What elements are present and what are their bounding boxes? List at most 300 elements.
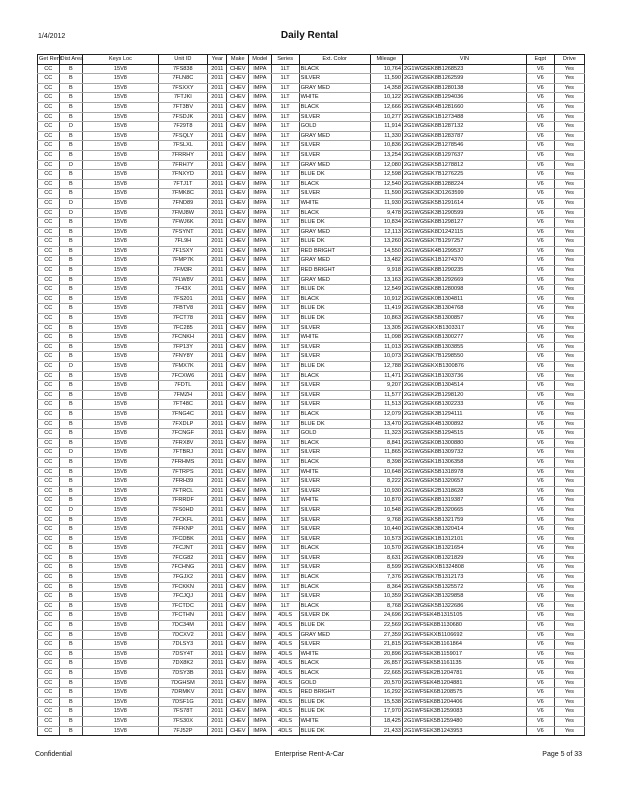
table-cell: 2G1WG5EK5B1322686 [402,601,526,611]
table-cell: 2011 [208,515,227,525]
table-cell: V6 [526,112,554,122]
table-cell: Yes [554,218,584,228]
table-cell: D [59,160,83,170]
table-cell: 1LT [271,198,299,208]
table-cell: 2011 [208,112,227,122]
table-cell: IMPA [249,189,272,199]
table-cell: 11,590 [370,74,402,84]
table-cell: IMPA [249,582,272,592]
table-cell: B [59,64,83,74]
table-cell: 2011 [208,83,227,93]
table-cell: 2G1WG5EK8B1294036 [402,93,526,103]
table-cell: 1LT [271,419,299,429]
table-cell: 7FS838 [158,64,208,74]
table-cell: CC [38,678,60,688]
table-cell: IMPA [249,160,272,170]
table-cell: 15V8 [83,640,158,650]
table-cell: Yes [554,429,584,439]
table-cell: 15V8 [83,246,158,256]
table-cell: CC [38,227,60,237]
table-cell: CC [38,160,60,170]
table-cell: 7FS0HD [158,505,208,515]
table-cell: 7DX8K2 [158,659,208,669]
table-cell: CC [38,122,60,132]
table-cell: 15V8 [83,93,158,103]
table-cell: CHEV [227,256,249,266]
table-cell: 7FS78T [158,707,208,717]
table-cell: 1LT [271,371,299,381]
table-cell: 15V8 [83,592,158,602]
table-cell: 2G1WG5EK4B1300892 [402,419,526,429]
table-cell: CHEV [227,83,249,93]
table-cell: CHEV [227,170,249,180]
table-row [38,553,585,563]
table-cell: 2G1WG5EK6B1302233 [402,400,526,410]
table-cell: CHEV [227,649,249,659]
table-row [38,515,585,525]
table-cell: 7DGHSM [158,678,208,688]
table-row [38,371,585,381]
table-cell: IMPA [249,275,272,285]
table-cell: B [59,409,83,419]
table-cell: 4DLS [271,649,299,659]
table-cell: V6 [526,419,554,429]
table-cell: 12,113 [370,227,402,237]
table-cell: 1LT [271,409,299,419]
table-cell: CC [38,64,60,74]
table-cell: 7FWJ6K [158,218,208,228]
table-cell: 2G1WG5EK7B1297257 [402,237,526,247]
table-cell: Yes [554,553,584,563]
table-cell: CC [38,630,60,640]
table-cell: 2011 [208,716,227,726]
table-cell: 7FMZH [158,390,208,400]
table-cell: CHEV [227,285,249,295]
table-cell: 1LT [271,333,299,343]
table-cell: 15V8 [83,150,158,160]
table-cell: 2011 [208,198,227,208]
column-header: Eqpt [526,55,554,65]
table-cell: 1LT [271,141,299,151]
table-row [38,102,585,112]
table-cell: CC [38,150,60,160]
table-cell: 2G1WF5EK6B1208575 [402,688,526,698]
table-cell: 2G1WG5EK8B1280138 [402,83,526,93]
table-cell: V6 [526,102,554,112]
table-row [38,678,585,688]
table-cell: 15V8 [83,525,158,535]
table-row [38,649,585,659]
table-cell: 1LT [271,582,299,592]
table-cell: Yes [554,438,584,448]
table-cell: BLUE DK [299,726,370,736]
table-cell: CHEV [227,112,249,122]
table-cell: CC [38,438,60,448]
table-cell: 15V8 [83,342,158,352]
table-cell: IMPA [249,141,272,151]
table-cell: V6 [526,553,554,563]
table-cell: 2G1WF5EK8B1130680 [402,621,526,631]
table-cell: Yes [554,659,584,669]
table-cell: BLACK [299,669,370,679]
table-cell: 15V8 [83,189,158,199]
table-cell: 7FSYNT [158,227,208,237]
table-cell: CHEV [227,688,249,698]
table-cell: B [59,400,83,410]
table-cell: 15V8 [83,659,158,669]
table-cell: 10,277 [370,112,402,122]
table-cell: V6 [526,573,554,583]
table-cell: 15V8 [83,678,158,688]
table-cell: IMPA [249,381,272,391]
table-cell: 7FP13Y [158,342,208,352]
table-cell: 2011 [208,505,227,515]
table-cell: B [59,381,83,391]
column-header: Series [271,55,299,65]
table-cell: Yes [554,150,584,160]
table-cell: 15V8 [83,74,158,84]
table-cell: B [59,688,83,698]
table-cell: 1LT [271,544,299,554]
rental-table [37,54,585,736]
table-cell: 7FGJX2 [158,573,208,583]
table-cell: WHITE [299,467,370,477]
table-cell: V6 [526,592,554,602]
table-cell: Yes [554,477,584,487]
table-cell: BLACK [299,438,370,448]
table-cell: 21,433 [370,726,402,736]
table-cell: V6 [526,448,554,458]
table-cell: CC [38,486,60,496]
table-cell: V6 [526,390,554,400]
table-cell: CHEV [227,131,249,141]
table-row [38,419,585,429]
table-cell: IMPA [249,669,272,679]
table-cell: CHEV [227,227,249,237]
column-header: Get Rent [38,55,60,65]
table-cell: 20,896 [370,649,402,659]
table-cell: B [59,438,83,448]
column-header: Drive [554,55,584,65]
table-cell: V6 [526,285,554,295]
table-cell: 1LT [271,179,299,189]
table-cell: BLUE DK [299,419,370,429]
table-cell: 15V8 [83,630,158,640]
table-cell: 15V8 [83,352,158,362]
table-cell: V6 [526,601,554,611]
table-cell: Yes [554,601,584,611]
table-row [38,467,585,477]
table-cell: 10,863 [370,314,402,324]
table-cell: SILVER [299,592,370,602]
table-cell: CC [38,525,60,535]
table-cell: CHEV [227,457,249,467]
table-cell: 2011 [208,179,227,189]
table-cell: 2G1WG5EK8B1303855 [402,342,526,352]
table-cell: 2G1WG5EK8B1298127 [402,218,526,228]
table-cell: CC [38,246,60,256]
table-cell: V6 [526,371,554,381]
table-cell: 7FMP7K [158,256,208,266]
column-header: Model [249,55,272,65]
table-cell: CC [38,256,60,266]
table-cell: 7FTBRJ [158,448,208,458]
table-cell: SILVER [299,189,370,199]
table-cell: WHITE [299,496,370,506]
table-cell: SILVER [299,515,370,525]
table-cell: CHEV [227,515,249,525]
table-row [38,362,585,372]
table-cell: CC [38,457,60,467]
table-cell: CC [38,429,60,439]
table-row [38,457,585,467]
table-cell: 12,666 [370,102,402,112]
table-cell: B [59,189,83,199]
table-cell: 2G1WG5EK0B1321829 [402,553,526,563]
table-cell: 2011 [208,208,227,218]
table-cell: 2011 [208,150,227,160]
table-cell: SILVER [299,477,370,487]
table-cell: D [59,198,83,208]
table-row [38,640,585,650]
table-cell: CHEV [227,93,249,103]
table-cell: CHEV [227,64,249,74]
table-cell: BLUE DK [299,314,370,324]
table-cell: 15V8 [83,409,158,419]
table-row [38,333,585,343]
table-cell: 2011 [208,486,227,496]
table-header-row [38,55,585,65]
table-cell: 7FCNKH [158,333,208,343]
table-cell: V6 [526,477,554,487]
table-cell: Yes [554,390,584,400]
table-cell: 2011 [208,74,227,84]
table-cell: B [59,496,83,506]
table-cell: IMPA [249,218,272,228]
table-cell: 2011 [208,649,227,659]
table-cell: 2011 [208,333,227,343]
table-cell: Yes [554,112,584,122]
table-cell: BLACK [299,371,370,381]
footer-confidential: Confidential [35,751,72,758]
table-cell: B [59,707,83,717]
table-cell: V6 [526,342,554,352]
table-cell: CHEV [227,448,249,458]
table-cell: 2011 [208,170,227,180]
table-cell: B [59,141,83,151]
table-cell: B [59,669,83,679]
table-cell: V6 [526,563,554,573]
table-cell: BLACK [299,102,370,112]
table-cell: CC [38,688,60,698]
table-cell: CHEV [227,640,249,650]
table-cell: CHEV [227,160,249,170]
table-cell: IMPA [249,649,272,659]
table-cell: IMPA [249,457,272,467]
table-cell: 11,323 [370,429,402,439]
table-row [38,131,585,141]
table-cell: V6 [526,678,554,688]
table-cell: 18,425 [370,716,402,726]
table-cell: 2G1WG5EK8B1288224 [402,179,526,189]
table-cell: 1LT [271,486,299,496]
table-cell: V6 [526,630,554,640]
table-cell: IMPA [249,112,272,122]
table-cell: 2G1WG5EK8B1283787 [402,131,526,141]
table-cell: CHEV [227,611,249,621]
table-cell: 2011 [208,218,227,228]
table-cell: Yes [554,189,584,199]
table-cell: B [59,640,83,650]
table-cell: 1LT [271,525,299,535]
table-row [38,246,585,256]
table-cell: B [59,227,83,237]
table-cell: 2011 [208,707,227,717]
table-cell: 15V8 [83,726,158,736]
table-cell: B [59,601,83,611]
table-cell: B [59,93,83,103]
table-cell: B [59,237,83,247]
table-cell: CC [38,141,60,151]
table-cell: CC [38,611,60,621]
table-cell: 11,914 [370,122,402,132]
table-cell: 15V8 [83,285,158,295]
table-cell: CHEV [227,208,249,218]
table-cell: V6 [526,150,554,160]
table-cell: 15V8 [83,227,158,237]
table-cell: 7FTRCL [158,486,208,496]
table-cell: Yes [554,131,584,141]
table-cell: 2011 [208,64,227,74]
table-cell: 7FCXW6 [158,371,208,381]
table-cell: IMPA [249,323,272,333]
table-cell: Yes [554,227,584,237]
column-header: Mileage [370,55,402,65]
table-cell: GRAY MED [299,131,370,141]
table-cell: CHEV [227,707,249,717]
table-cell: CHEV [227,573,249,583]
table-cell: SILVER [299,563,370,573]
table-cell: V6 [526,122,554,132]
table-cell: 8,768 [370,601,402,611]
table-cell: B [59,486,83,496]
table-cell: 1LT [271,189,299,199]
table-cell: 15V8 [83,438,158,448]
table-cell: 7FC285 [158,323,208,333]
table-cell: CC [38,477,60,487]
column-header: Unit ID [158,55,208,65]
table-cell: IMPA [249,314,272,324]
table-cell: 2G1WG5EK8B1268523 [402,64,526,74]
table-cell: 1LT [271,496,299,506]
table-cell: B [59,467,83,477]
table-cell: 9,918 [370,266,402,276]
table-cell: WHITE [299,93,370,103]
table-row [38,218,585,228]
table-cell: SILVER [299,74,370,84]
table-cell: Yes [554,534,584,544]
table-cell: Yes [554,304,584,314]
table-cell: Yes [554,563,584,573]
table-cell: 4DLS [271,630,299,640]
table-cell: 8,364 [370,582,402,592]
table-cell: Yes [554,419,584,429]
table-cell: 7FSXXY [158,83,208,93]
table-cell: B [59,582,83,592]
table-cell: IMPA [249,726,272,736]
table-cell: SILVER [299,400,370,410]
table-cell: B [59,371,83,381]
table-cell: B [59,726,83,736]
table-cell: 26,857 [370,659,402,669]
table-cell: 13,305 [370,323,402,333]
table-cell: 2011 [208,314,227,324]
table-cell: 2011 [208,544,227,554]
table-cell: Yes [554,716,584,726]
table-cell: 2011 [208,592,227,602]
table-cell: IMPA [249,544,272,554]
table-cell: 4DLS [271,678,299,688]
table-cell: 2011 [208,621,227,631]
table-cell: BLUE DK [299,621,370,631]
table-cell: 7FCG82 [158,553,208,563]
table-cell: 4DLS [271,716,299,726]
table-cell: B [59,314,83,324]
table-cell: B [59,333,83,343]
table-cell: IMPA [249,438,272,448]
table-cell: V6 [526,333,554,343]
table-cell: IMPA [249,362,272,372]
table-cell: B [59,429,83,439]
table-cell: 2G1WG5EK1B1321654 [402,544,526,554]
table-cell: 7FLW8V [158,275,208,285]
table-cell: 2G1WG5EK0B1300880 [402,438,526,448]
table-cell: 8,398 [370,457,402,467]
table-cell: 1LT [271,64,299,74]
table-cell: 2011 [208,630,227,640]
table-cell: 14,550 [370,246,402,256]
table-cell: 7FND89 [158,198,208,208]
table-row [38,342,585,352]
table-row [38,621,585,631]
table-cell: CC [38,553,60,563]
table-cell: SILVER [299,112,370,122]
table-row [38,208,585,218]
table-cell: CC [38,342,60,352]
table-row [38,275,585,285]
table-cell: Yes [554,102,584,112]
table-cell: B [59,179,83,189]
table-cell: IMPA [249,592,272,602]
table-cell: 10,359 [370,592,402,602]
table-row [38,93,585,103]
table-cell: V6 [526,525,554,535]
table-cell: B [59,285,83,295]
table-cell: IMPA [249,371,272,381]
table-cell: V6 [526,582,554,592]
table-cell: 7DSY3B [158,669,208,679]
table-cell: 7FCHNG [158,563,208,573]
table-row [38,573,585,583]
table-row [38,601,585,611]
table-cell: Yes [554,122,584,132]
table-cell: 1LT [271,266,299,276]
table-cell: 15V8 [83,688,158,698]
table-cell: CHEV [227,266,249,276]
table-cell: 15V8 [83,102,158,112]
table-cell: CHEV [227,122,249,132]
table-cell: 15,538 [370,697,402,707]
